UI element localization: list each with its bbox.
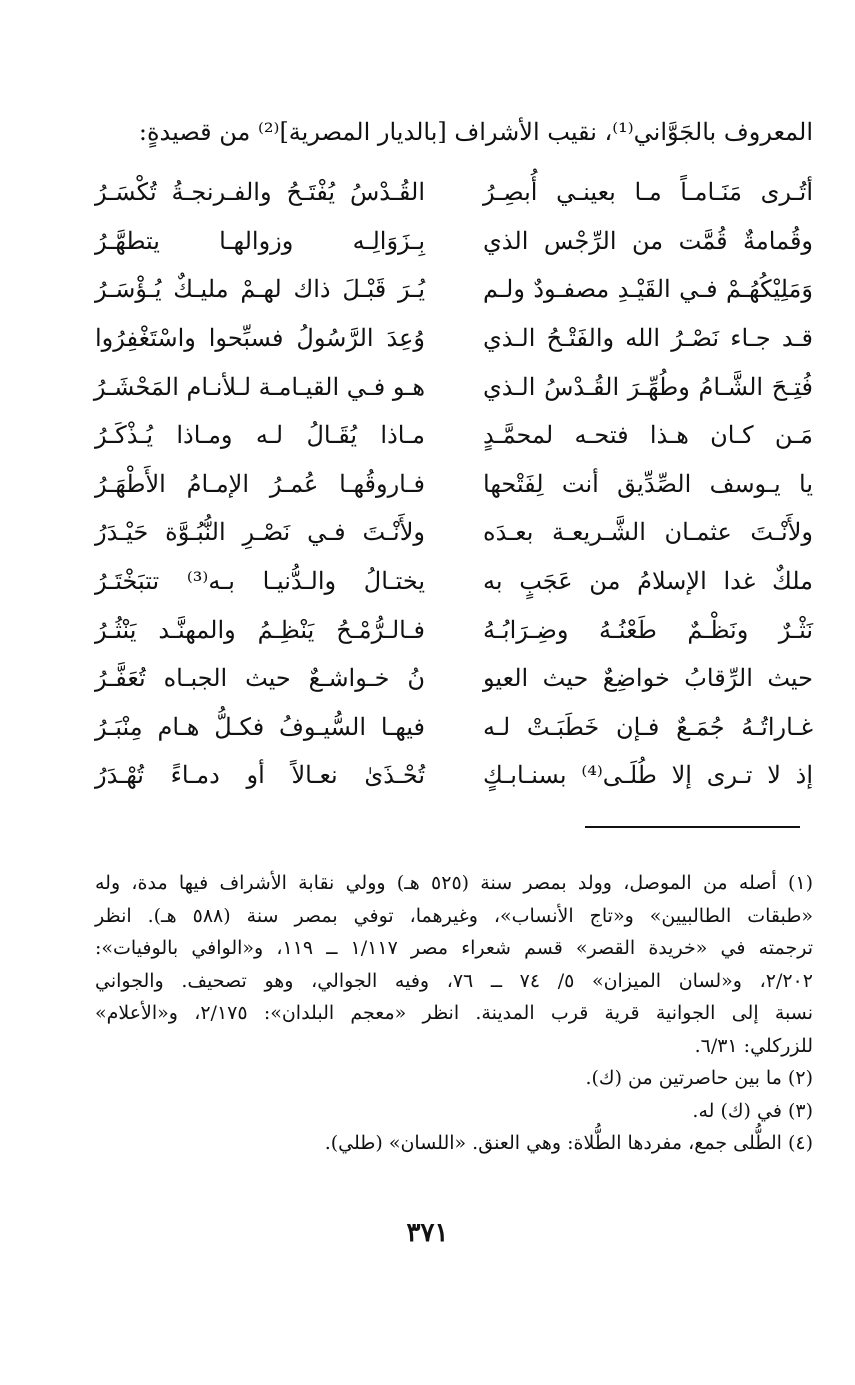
verse-first-hemistich: ملكٌ غدا الإسلامُ من عَجَبٍ به — [483, 567, 813, 596]
verse-first-hemistich: وَمَلِيْكُهُـمْ فـي القَيْـدِ مصفـودٌ ولـم — [483, 275, 813, 304]
verse-row — [95, 654, 813, 703]
footnote-3 — [95, 1095, 813, 1128]
verse-second-hemistich: يُـرَ قَبْـلَ ذاك لهـمْ مليـكٌ يُـؤْسَـرُ — [95, 275, 425, 304]
footnote-line: للزركلي: ٦/٣١. — [694, 1034, 813, 1057]
verse-row — [95, 605, 813, 654]
verse-row — [95, 314, 813, 363]
verse-first-hemistich: يا يـوسف الصِّدِّيق أنت لِفَتْحها — [483, 469, 813, 498]
footnote-4 — [95, 1127, 813, 1160]
page-number: ٣٧١ — [406, 1218, 449, 1248]
verse-first-hemistich: نَثْـرٌ ونَظْـمٌ طَعْنُـهُ وضِـرَابُـهُ — [483, 615, 813, 644]
verse-second-hemistich: فـالـرُّمْـحُ يَنْظِـمُ والمهنَّـد يَنْثُـرُ — [95, 615, 425, 644]
verse-row — [95, 217, 813, 266]
verse-first-hemistich: حيث الرِّقابُ خواضِعٌ حيث العيو — [483, 664, 813, 693]
verse-row — [95, 168, 813, 217]
verse-second-hemistich: ولأَنْـتَ فـي نَصْـرِ النُّبُـوَّة حَيْـدَرُ — [95, 518, 425, 547]
footnote-line: نسبة إلى الجوانية قرية قرب المدينة. انظر «معجم البلدان»: ٢/١٧٥، و«الأعلام» — [95, 1002, 813, 1024]
verse-second-hemistich: يختـالُ والـدُّنيـا بـه⁽³⁾ تتبَخْتَـرُ — [95, 567, 425, 596]
verse-first-hemistich: وقُمامةٌ قُمَّت من الرِّجْس الذي — [483, 226, 813, 255]
verse-row — [95, 411, 813, 460]
footnote-line: (٤) الطُّلى جمع، مفردها الطُّلاة: وهي العنق. «اللسان» (طلي). — [324, 1132, 813, 1154]
verse-first-hemistich: ولأَنْـتَ عثمـان الشَّـريعـة بعـدَه — [483, 518, 813, 547]
footnote-line: ٢/٢٠٢، و«لسان الميزان» ٥/ ٧٤ ــ ٧٦، وفيه الجوالي، وهو تصحيف. والجواني — [95, 969, 813, 992]
verse-row — [95, 557, 813, 606]
verse-row — [95, 751, 813, 800]
verse-second-hemistich: القُـدْسُ يُفْتَـحُ والفـرنجـةُ تُكْسَـرُ — [95, 178, 425, 207]
verse-first-hemistich: أتُـرى مَنَـامـاً مـا بعينـي أُبصِـرُ — [483, 178, 813, 207]
verse-second-hemistich: فيهـا السُّيـوفُ فكـلُّ هـام مِنْبَـرُ — [95, 712, 425, 741]
verse-row — [95, 703, 813, 752]
verse-first-hemistich: غـاراتُـهُ جُمَـعٌ فـإن خَطَبَـتْ لـه — [483, 712, 813, 741]
verse-second-hemistich: نُ خـواشـعٌ حيث الجبـاه تُعَفَّـرُ — [95, 664, 425, 693]
poem-verses — [95, 168, 813, 800]
footnote-line: (٢) ما بين حاصرتين من (ك). — [585, 1067, 813, 1089]
verse-second-hemistich: هـو فـي القيـامـة لـلأنـام المَحْشَـرُ — [93, 372, 425, 401]
footnotes — [95, 867, 813, 1160]
footnote-line: (١) أصله من الموصل، وولد بمصر سنة (٥٢٥ هـ) وولي نقابة الأشراف فيها مدة، وله — [95, 872, 813, 894]
verse-row — [95, 362, 813, 411]
verse-first-hemistich: إذ لا تـرى إلا طُلَـى⁽⁴⁾ بسنـابـكٍ — [483, 761, 813, 790]
footnote-line: «طبقات الطالبيين» و«تاج الأنساب»، وغيرهما، توفي بمصر سنة (٥٨٨ هـ). انظر — [95, 904, 813, 927]
verse-first-hemistich: فُتِـحَ الشَّـامُ وطُهِّـرَ القُـدْسُ الـذي — [483, 372, 813, 401]
verse-row — [95, 508, 813, 557]
footnote-2 — [95, 1062, 813, 1095]
verse-row — [95, 265, 813, 314]
verse-first-hemistich: مَـن كـان هـذا فتحـه لمحمَّـدٍ — [483, 421, 813, 450]
verse-second-hemistich: بِـزَوَالِـه وزوالهـا يتطهَّـرُ — [95, 226, 425, 255]
verse-row — [95, 460, 813, 509]
verse-second-hemistich: وُعِدَ الرَّسُولُ فسبِّحوا واسْتَغْفِرُوا — [95, 324, 425, 353]
verse-second-hemistich: تُحْـذَىٰ نعـالاً أو دمـاءً تُهْـدَرُ — [95, 761, 425, 790]
intro-line: المعروف بالجَوَّاني⁽¹⁾، نقيب الأشراف [بالديار المصرية]⁽²⁾ من قصيدةٍ: — [138, 118, 813, 146]
footnote-line: ترجمته في «خريدة القصر» قسم شعراء مصر ١/١١٧ ــ ١١٩، و«الوافي بالوفيات»: — [95, 937, 814, 959]
footnote-1 — [95, 867, 813, 1062]
footnote-line: (٣) في (ك) له. — [692, 1099, 813, 1122]
footnote-separator — [585, 826, 800, 828]
verse-second-hemistich: فـاروقُهـا عُمـرُ الإمـامُ الأَطْهَـرُ — [95, 469, 425, 498]
verse-second-hemistich: مـاذا يُقَـالُ لـه ومـاذا يُـذْكَـرُ — [95, 421, 425, 450]
verse-first-hemistich: قـد جـاء نَصْـرُ الله والفَتْـحُ الـذي — [483, 324, 813, 353]
